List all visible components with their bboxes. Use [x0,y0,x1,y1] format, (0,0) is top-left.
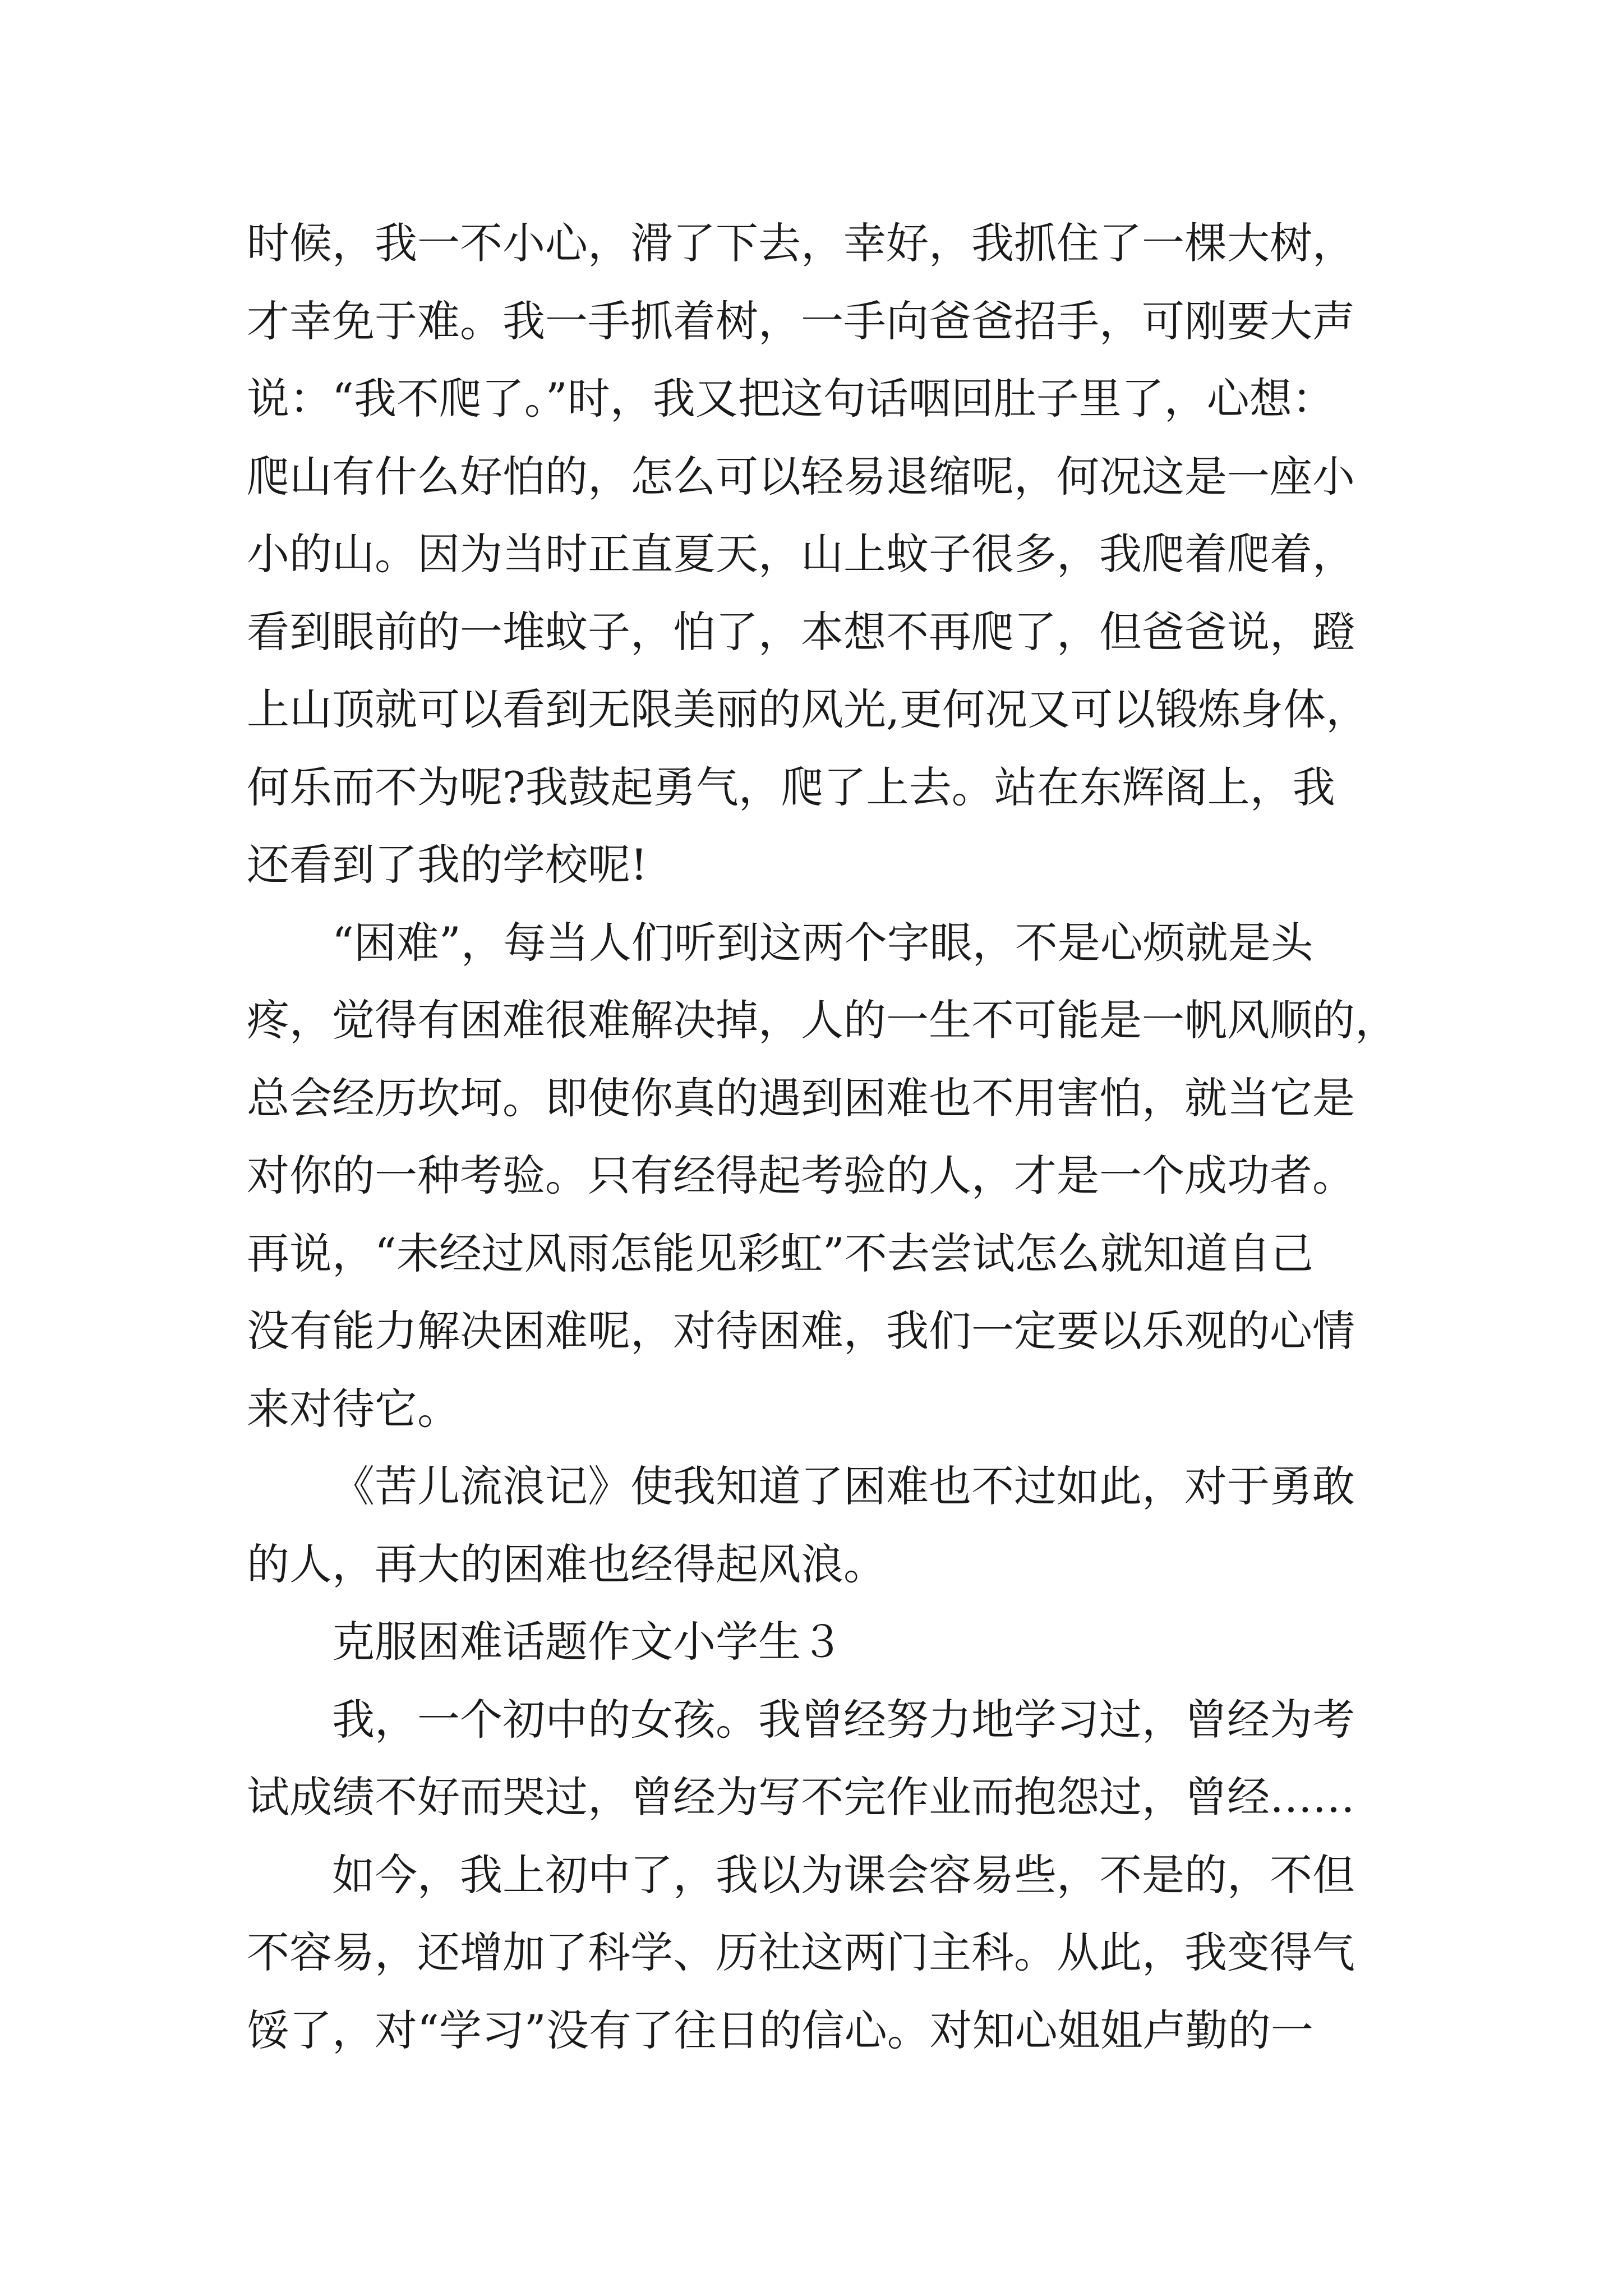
paragraph-start-line: 《苦儿流浪记》使我知道了困难也不过如此，对于勇敢 [332,1461,1355,1511]
paragraph-start-line: 我，一个初中的女孩。我曾经努力地学习过，曾经为考 [332,1694,1355,1745]
text-line: 不容易，还增加了科学、历社这两门主科。从此，我变得气 [247,1927,1355,1977]
text-line: 时候，我一不小心，滑了下去，幸好，我抓住了一棵大树， [247,218,1355,268]
text-line: 疼，觉得有困难很难解决掉，人的一生不可能是一帆风顺的， [247,995,1398,1045]
text-line: 馁了，对“学习”没有了往日的信心。对知心姐姐卢勤的一 [247,2005,1313,2055]
text-line: 来对待它。 [247,1383,460,1434]
text-line: 总会经历坎坷。即使你真的遇到困难也不用害怕，就当它是 [247,1073,1355,1123]
text-line: 的人，再大的困难也经得起风浪。 [247,1539,886,1589]
document-page [247,205,1398,2069]
text-line: 爬山有什么好怕的，怎么可以轻易退缩呢，何况这是一座小 [247,451,1355,501]
text-line: 何乐而不为呢?我鼓起勇气，爬了上去。站在东辉阁上，我 [247,762,1335,812]
text-line: 没有能力解决困难呢，对待困难，我们一定要以乐观的心情 [247,1306,1355,1356]
text-line: 说：“我不爬了。”时，我又把这句话咽回肚子里了，心想： [247,374,1335,424]
section-heading: 克服困难话题作文小学生３ [332,1617,843,1667]
text-line: 还看到了我的学校呢! [247,840,648,890]
text-line: 小的山。因为当时正直夏天，山上蚊子很多，我爬着爬着， [247,529,1355,579]
text-line: 试成绩不好而哭过，曾经为写不完作业而抱怨过，曾经…… [247,1772,1355,1822]
paragraph-start-line: 如今，我上初中了，我以为课会容易些，不是的，不但 [332,1849,1355,1900]
text-line: 对你的一种考验。只有经得起考验的人，才是一个成功者。 [247,1151,1355,1200]
paragraph-start-line: “困难”，每当人们听到这两个字眼，不是心烦就是头 [332,917,1313,968]
text-line: 再说，“未经过风雨怎能见彩虹”不去尝试怎么就知道自己 [247,1228,1313,1278]
text-line: 才幸免于难。我一手抓着树，一手向爸爸招手，可刚要大声 [247,296,1355,346]
text-line: 看到眼前的一堆蚊子，怕了，本想不再爬了，但爸爸说，蹬 [247,606,1355,657]
text-line: 上山顶就可以看到无限美丽的风光,更何况又可以锻炼身体， [247,684,1369,734]
